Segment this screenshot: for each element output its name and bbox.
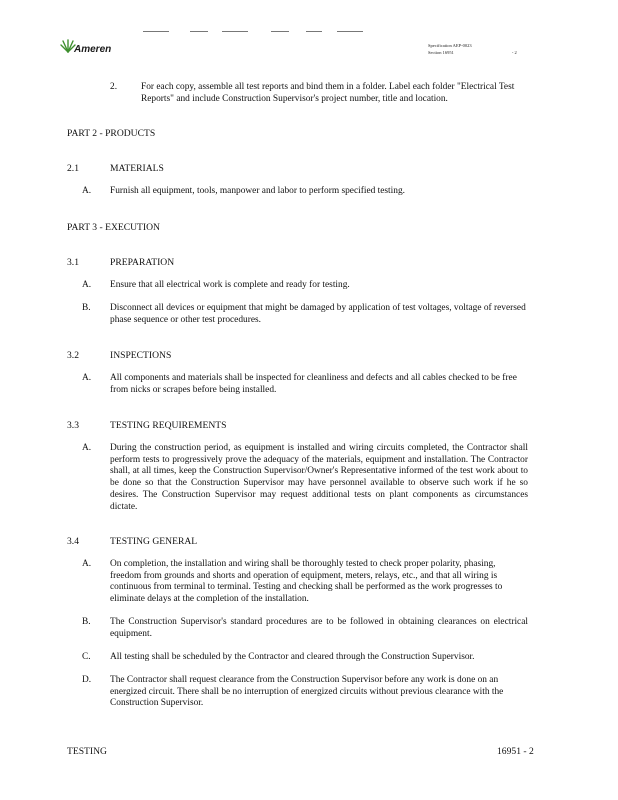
paragraph-text: All components and materials shall be inspected for cleanliness and defects and all cables checked to be free from nicks or scrapes before being installed. [110, 373, 517, 395]
paragraph-letter: C. [82, 652, 91, 662]
section-number: 2.1 [67, 163, 79, 174]
header-page-ref: - 2 [511, 50, 517, 55]
paragraph-text: All testing shall be scheduled by the Contractor and cleared through the Construction Supervisor. [110, 652, 475, 662]
paragraph-text: The Contractor shall request clearance from the Construction Supervisor before any work is done on an energized circuit. There shall be no interruption of energized circuits without previous clearance with the Construction Supervisor. [110, 675, 504, 709]
section-title: TESTING REQUIREMENTS [110, 420, 227, 431]
paragraph-letter: B. [82, 617, 91, 627]
paragraph-letter: A. [82, 373, 92, 383]
paragraph-letter: B. [82, 303, 91, 313]
paragraph-text: Ensure that all electrical work is complete and ready for testing. [110, 280, 350, 290]
spec-number: Specification AEP-0023 [428, 43, 472, 48]
header-rule [190, 31, 208, 32]
paragraph-text: Furnish all equipment, tools, manpower and labor to perform specified testing. [110, 186, 405, 196]
paragraph-letter: A. [82, 559, 92, 569]
part-heading: PART 2 - PRODUCTS [67, 128, 156, 139]
footer-section-title: TESTING [67, 746, 107, 757]
item-number: 2. [110, 82, 118, 92]
paragraph-text: Disconnect all devices or equipment that might be damaged by application of test voltages, voltage of reversed phase sequence or other test procedures. [110, 303, 526, 325]
header-rule [337, 31, 363, 32]
part-heading: PART 3 - EXECUTION [67, 222, 160, 233]
section-title: MATERIALS [110, 163, 164, 174]
paragraph-text: On completion, the installation and wiring shall be thoroughly tested to check proper polarity, phasing, freedom from grounds and shorts and operation of equipment, meters, relays, etc., and that all wiring is continuous from terminal to terminal. Testing and checking shall be performed as the work progresses to eliminate delays at the completion of the installation. [110, 559, 503, 605]
header-rule [306, 31, 322, 32]
section-number: 3.1 [67, 257, 79, 268]
section-number: 3.2 [67, 350, 79, 361]
header-rule [271, 31, 289, 32]
paragraph-letter: D. [82, 675, 92, 685]
logo-wordmark: Ameren [74, 44, 112, 55]
section-number: 3.4 [67, 536, 79, 547]
paragraph-letter: A. [82, 280, 92, 290]
ameren-logo [60, 38, 120, 60]
header-spec-info [428, 42, 517, 56]
header-rule [222, 31, 248, 32]
paragraph-text: The Construction Supervisor's standard procedures are to be followed in obtaining clearances on electrical equipment. [110, 617, 528, 639]
paragraph-letter: A. [82, 443, 92, 453]
section-title: INSPECTIONS [110, 350, 172, 361]
section-number: 3.3 [67, 420, 79, 431]
section-title: TESTING GENERAL [110, 536, 198, 547]
footer-page-number: 16951 - 2 [497, 746, 534, 757]
paragraph-text: During the construction period, as equipment is installed and wiring circuits completed, the Contractor shall perform tests to progressively prove the adequacy of the materials, equipment and installation. The Contractor shall, at all times, keep the Construction Supervisor/Owner's Representative informed of the test work about to be done so that the Construction Supervisor may have personnel available to observe such work if he so desires. The Construction Supervisor may request additional tests on plant components as circumstances dictate. [110, 443, 528, 512]
header-rule [143, 31, 169, 32]
paragraph-letter: A. [82, 186, 92, 196]
section-number: Section 16951 [428, 50, 454, 55]
section-title: PREPARATION [110, 257, 175, 268]
item-text: For each copy, assemble all test reports and bind them in a folder. Label each folder "Electrical Test Reports" and include Construction Supervisor's project number, title and location. [141, 82, 515, 104]
